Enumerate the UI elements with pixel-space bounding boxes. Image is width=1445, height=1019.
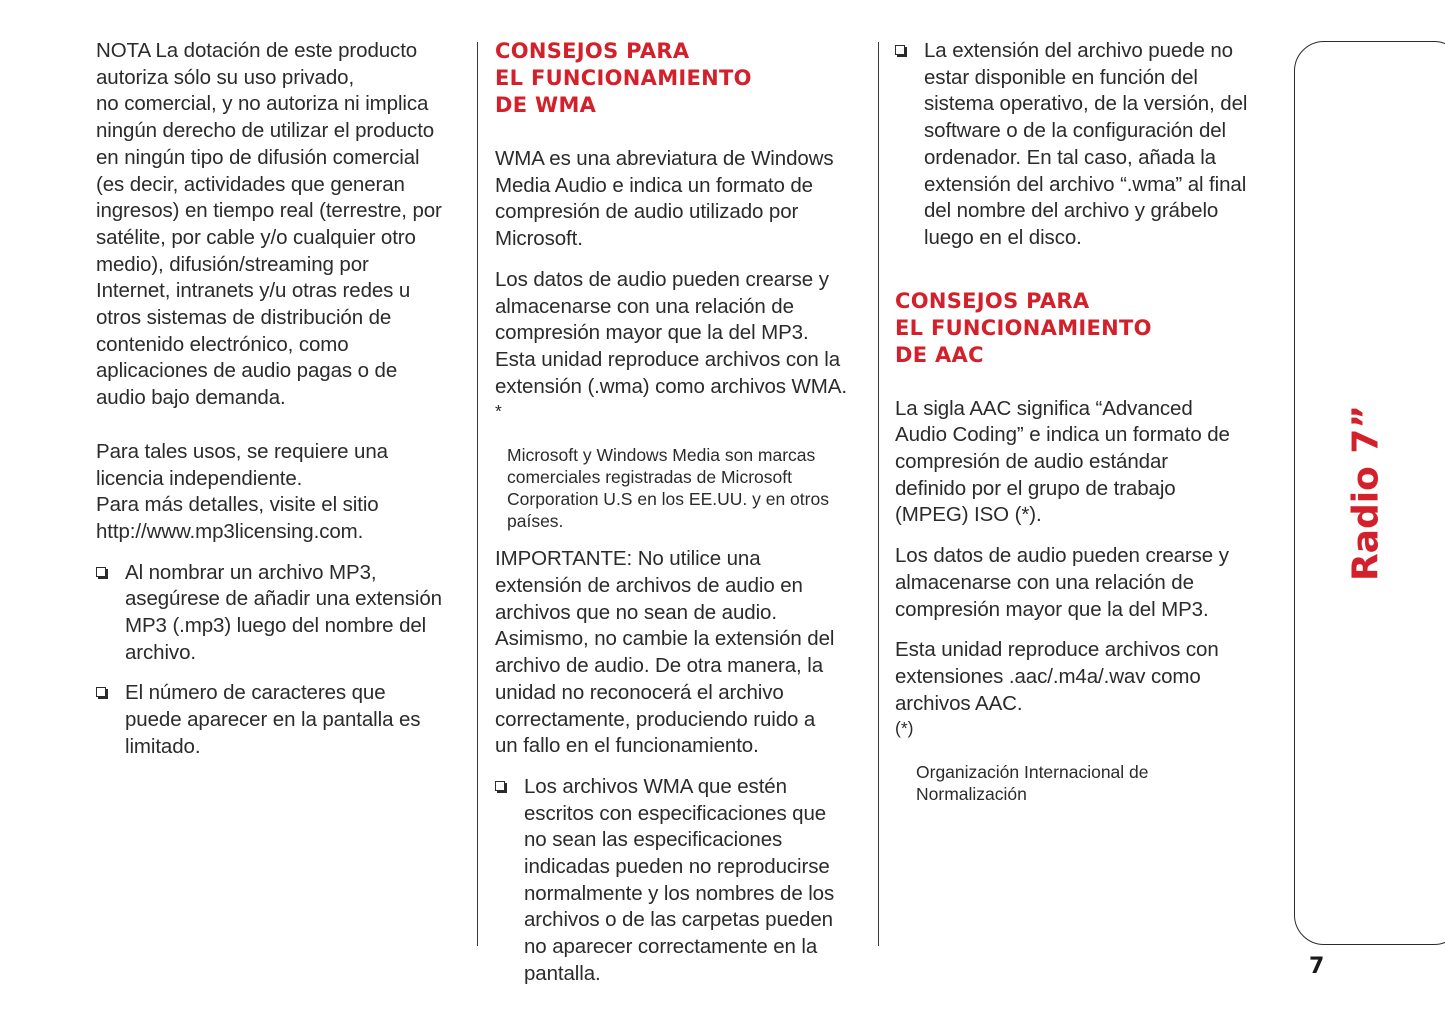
page-number: 7: [1309, 954, 1325, 979]
footnote-mark: *: [495, 401, 502, 422]
column-1: [96, 38, 458, 761]
chapter-tab-label: Radio 7”: [1345, 404, 1387, 582]
checkbox-bullet-icon: [96, 567, 106, 577]
list-item-text: El número de caracteres que puede aparecer en la pantalla es limitado.: [125, 681, 421, 758]
footnote-mark: (*): [895, 718, 914, 739]
list-item: [96, 680, 458, 760]
list-item: [895, 38, 1265, 252]
nota-paragraph: NOTA La dotación de este producto autoriza sólo su uso privado, no comercial, y no autoriza ni implica ningún derecho de utilizar el producto en ningún tipo de difusión comercial (es decir, actividades que generan ingresos) en tiempo real (terrestre, por satélite, por cable y/o cualquier otro medio), difusión/streaming por Internet, intranets y/u otras redes u otros sistemas de distribución de contenido electrónico, como aplicaciones de audio pagas o de audio bajo demanda.: [96, 39, 442, 410]
column-3: [895, 38, 1265, 805]
list-item: [495, 774, 865, 988]
importante-paragraph: IMPORTANTE: No utilice una extensión de archivos de audio en archivos que no sean de audio. Asimismo, no cambie la extensión del archivo de audio. De otra manera, la unidad no reconocerá el archivo correctamente, produciendo ruido a un fallo en el funcionamiento.: [495, 547, 835, 758]
footnote-text: Microsoft y Windows Media son marcas comerciales registradas de Microsoft Corporation U.S en los EE.UU. y en otros países.: [507, 445, 829, 532]
wma-intro-paragraph: WMA es una abreviatura de Windows Media Audio e indica un formato de compresión de audio utilizado por Microsoft.: [495, 147, 834, 251]
checkbox-bullet-icon: [495, 781, 505, 791]
list-item-text: Al nombrar un archivo MP3, asegúrese de añadir una extensión MP3 (.mp3) luego del nombre del archivo.: [125, 560, 442, 664]
footnote-text: Organización Internacional de Normalización: [916, 762, 1149, 805]
aac-compression-paragraph: Los datos de audio pueden crearse y almacenarse con una relación de compresión mayor que la del MP3.: [895, 544, 1229, 621]
trademark-footnote: [495, 400, 865, 532]
aac-intro-paragraph: La sigla AAC significa “Advanced Audio Coding” e indica un formato de compresión de audio estándar definido por el grupo de trabajo (MPEG) ISO (*).: [895, 396, 1230, 527]
column-2: [495, 38, 865, 988]
licencia-paragraph: Para tales usos, se requiere una licencia independiente. Para más detalles, visite el sitio http://www.mp3licensing.com.: [96, 439, 388, 543]
column-divider: [878, 42, 879, 946]
section-heading-wma: CONSEJOS PARA EL FUNCIONAMIENTO DE WMA: [495, 39, 752, 117]
section-heading-aac: CONSEJOS PARA EL FUNCIONAMIENTO DE AAC: [895, 288, 1152, 367]
list-item-text: Los archivos WMA que estén escritos con especificaciones que no sean las especificaciones indicadas pueden no reproducirse normalmente y los nombres de los archivos o de las carpetas pueden no aparecer correctamente en la pantalla.: [524, 774, 835, 985]
list-item-text: La extensión del archivo puede no estar disponible en función del sistema operativo, de la versión, del software o de la configuración del ordenador. En tal caso, añada la extensión del archivo “.wma” al final del nombre del archivo y grábelo luego en el disco.: [924, 39, 1248, 249]
checkbox-bullet-icon: [96, 687, 106, 697]
iso-footnote: [895, 717, 1265, 805]
checkbox-bullet-icon: [895, 45, 905, 55]
wma-compression-paragraph: Los datos de audio pueden crearse y almacenarse con una relación de compresión mayor que la del MP3. Esta unidad reproduce archivos con la extensión (.wma) como archivos WMA.: [495, 267, 847, 398]
aac-extensions-paragraph: Esta unidad reproduce archivos con extensiones .aac/.m4a/.wav como archivos AAC.: [895, 638, 1219, 715]
column-divider: [477, 42, 478, 946]
list-item: [96, 560, 458, 667]
